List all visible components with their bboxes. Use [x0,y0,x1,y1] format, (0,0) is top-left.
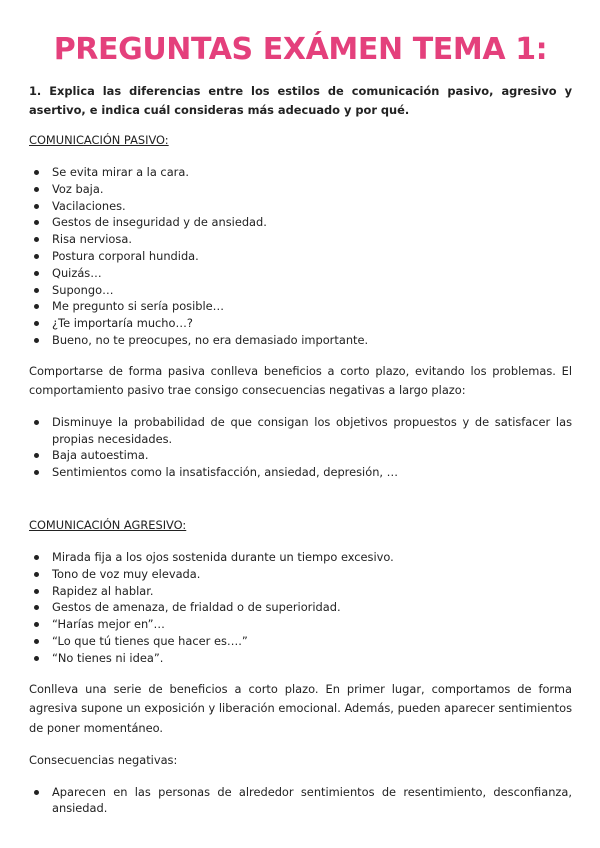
question-text: 1. Explica las diferencias entre los estilos de comunicación pasivo, agresivo y asertivo, e indica cuál consideras más adecuado y por qué. [29,84,572,117]
page-title: PREGUNTAS EXÁMEN TEMA 1: [53,32,548,67]
agresivo-consequences-list [29,784,572,818]
pasivo-paragraph: Comportarse de forma pasiva conlleva beneficios a corto plazo, evitando los problemas. El comportamiento pasivo trae consigo consecuencias negativas a largo plazo: [29,363,572,398]
list-item: “No tienes ni idea”. [29,650,572,667]
pasivo-traits-list [29,164,572,349]
list-item: Quizás… [29,265,572,282]
list-item: “Harías mejor en”… [29,616,572,633]
section-spacer [29,494,572,517]
list-item: Voz baja. [29,181,572,198]
list-item: Disminuye la probabilidad de que consigan los objetivos propuestos y de satisfacer las propias necesidades. [29,414,572,448]
list-item: Aparecen en las personas de alrededor sentimientos de resentimiento, desconfianza, ansiedad. [29,784,572,818]
consequences-label: Consecuencias negativas: [29,753,178,768]
list-item: Postura corporal hundida. [29,248,572,265]
list-item: Gestos de amenaza, de frialdad o de superioridad. [29,599,572,616]
list-item: Gestos de inseguridad y de ansiedad. [29,214,572,231]
list-item: “Lo que tú tienes que hacer es….” [29,633,572,650]
pasivo-consequences-list [29,414,572,481]
agresivo-paragraph: Conlleva una serie de beneficios a corto plazo. En primer lugar, comportamos de forma agresiva supone un exposición y liberación emocional. Además, pueden aparecer sentimientos de poner momentáneo. [29,681,572,735]
list-item: Mirada fija a los ojos sostenida durante un tiempo excesivo. [29,549,572,566]
list-item: ¿Te importaría mucho…? [29,315,572,332]
section-heading-agresivo: COMUNICACIÓN AGRESIVO: [29,517,187,532]
list-item: Tono de voz muy elevada. [29,566,572,583]
list-item: Bueno, no te preocupes, no era demasiado importante. [29,332,572,349]
list-item: Rapidez al hablar. [29,583,572,600]
list-item: Se evita mirar a la cara. [29,164,572,181]
agresivo-traits-list [29,549,572,667]
section-heading-pasivo: COMUNICACIÓN PASIVO: [29,133,169,147]
list-item: Baja autoestima. [29,447,572,464]
list-item: Me pregunto si sería posible… [29,298,572,315]
list-item: Supongo… [29,282,572,299]
list-item: Risa nerviosa. [29,231,572,248]
list-item: Sentimientos como la insatisfacción, ansiedad, depresión, … [29,464,572,481]
list-item: Vacilaciones. [29,198,572,215]
